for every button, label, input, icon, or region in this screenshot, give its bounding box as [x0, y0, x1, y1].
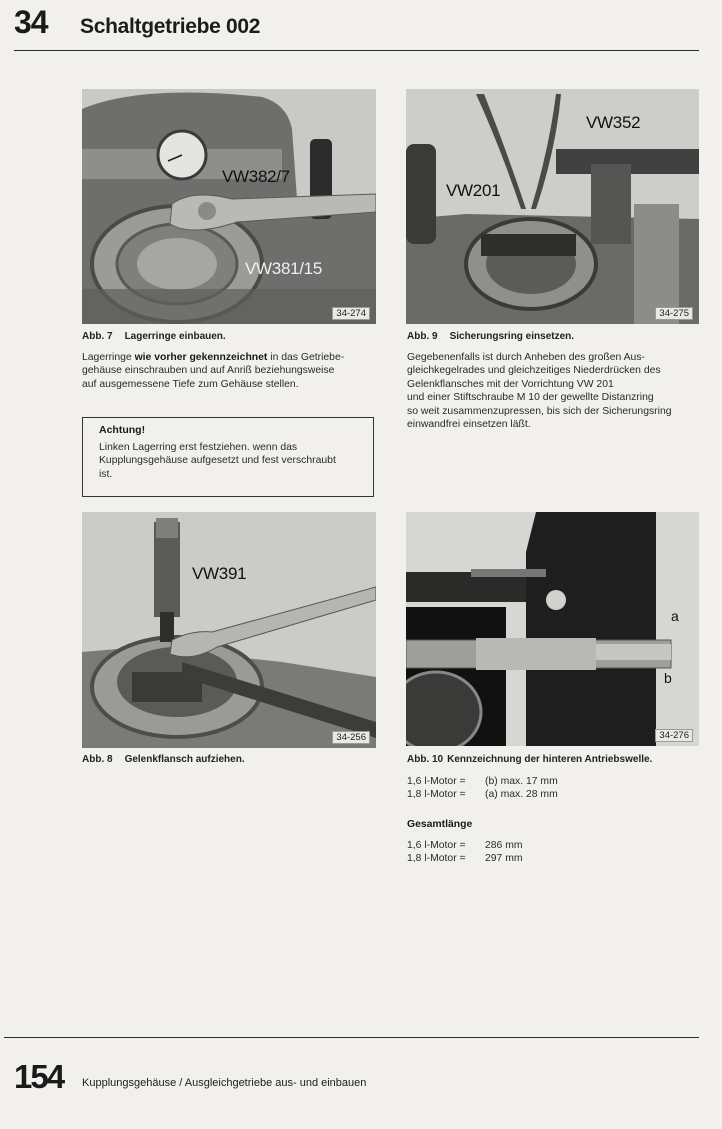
figure-label: Abb. 7	[82, 331, 113, 342]
text-line: so weit zusammenzupressen, bis sich der Sicherungsring	[407, 405, 672, 417]
spec-row	[407, 788, 558, 801]
warning-text	[99, 441, 363, 481]
spec-key: 1,8 l-Motor =	[407, 853, 466, 865]
spec-key: 1,6 l-Motor =	[407, 840, 466, 851]
spec-value: 297 mm	[485, 853, 523, 865]
spec-key: 1,8 l-Motor =	[407, 789, 466, 801]
caption-text: Kennzeichnung der hinteren Antriebswelle.	[447, 754, 653, 765]
spec-key: 1,6 l-Motor =	[407, 776, 466, 787]
photo-ref-number: 34-274	[332, 307, 370, 320]
spec-row	[407, 852, 523, 865]
spec-value: (a) max. 28 mm	[485, 789, 558, 801]
text-emphasis: wie vorher gekennzeichnet	[134, 352, 268, 363]
callout-vw382-7: VW382/7	[222, 167, 290, 186]
warning-box	[82, 417, 374, 497]
text-line: gleichkegelrades und gleichzeitiges Niederdrücken des	[407, 365, 661, 377]
text-line: Kupplungsgehäuse aufgesetzt und fest verschraubt	[99, 455, 336, 467]
total-length-specs	[407, 839, 523, 866]
page-number: 154	[14, 1058, 64, 1095]
chapter-title: Schaltgetriebe 002	[80, 15, 261, 38]
callout-dimension-b: b	[664, 670, 672, 686]
spec-row	[407, 775, 558, 788]
figure-9-text	[407, 351, 717, 431]
text-plain: Lagerringe	[82, 352, 135, 363]
figure-7-photo	[82, 89, 376, 324]
warning-title: Achtung!	[99, 424, 146, 436]
figure-7-caption	[82, 331, 226, 342]
photo-ref-number: 34-276	[655, 729, 693, 742]
spec-row	[407, 839, 523, 852]
caption-text: Sicherungsring einsetzen.	[449, 331, 575, 342]
spec-value: 286 mm	[485, 840, 523, 851]
text-line: Gegebenenfalls ist durch Anheben des großen Aus-	[407, 352, 645, 363]
text-line: einwandfrei einsetzen läßt.	[407, 419, 531, 431]
caption-text: Lagerringe einbauen.	[124, 331, 226, 342]
figure-8-photo	[82, 512, 376, 748]
footer-section-title: Kupplungsgehäuse / Ausgleichgetriebe aus- und einbauen	[82, 1077, 367, 1089]
figure-9-caption	[407, 331, 574, 342]
header-rule	[14, 50, 699, 51]
figure-label: Abb. 10	[407, 754, 444, 765]
callout-vw352: VW352	[586, 113, 641, 132]
callout-vw201: VW201	[446, 181, 501, 200]
figure-10-caption	[407, 754, 652, 765]
text-plain: in das Getriebe-	[267, 352, 345, 363]
text-line	[82, 351, 382, 364]
total-length-heading: Gesamtlänge	[407, 819, 473, 830]
figure-label: Abb. 8	[82, 754, 113, 765]
text-line: gehäuse einschrauben und auf Anriß beziehungsweise	[82, 365, 335, 377]
text-line: Linken Lagerring erst festziehen. wenn das	[99, 442, 298, 453]
figure-10-specs	[407, 775, 558, 802]
spec-value: (b) max. 17 mm	[485, 776, 558, 787]
chapter-number: 34	[14, 4, 48, 40]
text-line: Gelenkflansches mit der Vorrichtung VW 201	[407, 378, 614, 390]
text-line: ist.	[99, 468, 113, 480]
photo-ref-number: 34-256	[332, 731, 370, 744]
callout-dimension-a: a	[671, 608, 679, 624]
figure-10-photo	[406, 512, 699, 746]
text-line: auf ausgemessene Tiefe zum Gehäuse stellen.	[82, 378, 299, 390]
figure-label: Abb. 9	[407, 331, 438, 342]
callout-vw381-15: VW381/15	[245, 259, 322, 278]
figure-9-photo	[406, 89, 699, 324]
figure-7-text	[82, 351, 382, 391]
callout-vw391: VW391	[192, 564, 247, 583]
text-line: und einer Stiftschraube M 10 der gewellte Distanzring	[407, 392, 654, 404]
footer-rule	[4, 1037, 699, 1038]
figure-8-caption	[82, 754, 245, 765]
caption-text: Gelenkflansch aufziehen.	[124, 754, 245, 765]
photo-ref-number: 34-275	[655, 307, 693, 320]
